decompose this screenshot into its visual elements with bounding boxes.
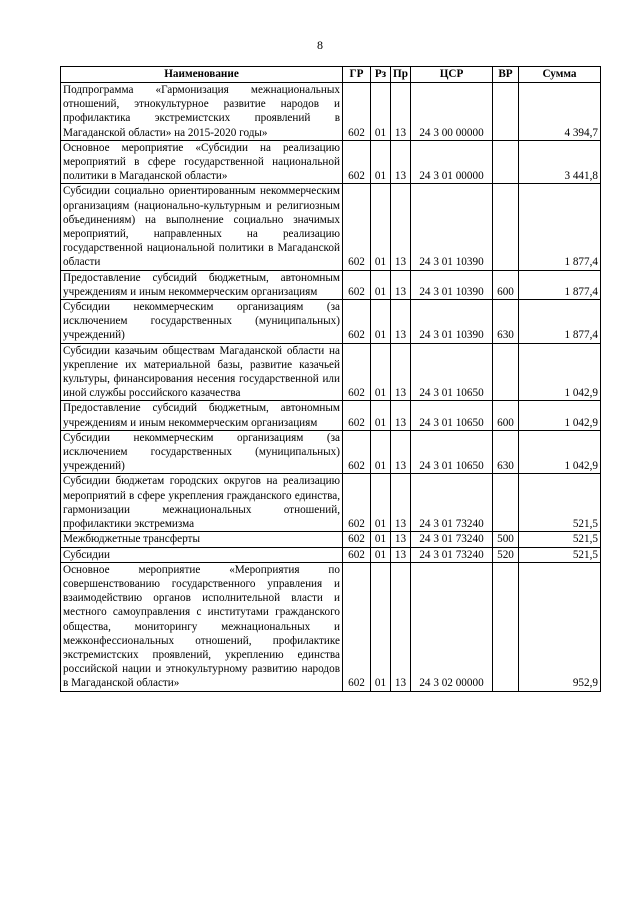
- row-csr: 24 3 02 00000: [411, 562, 493, 691]
- row-gr: 602: [343, 343, 371, 401]
- header-sum: Сумма: [519, 67, 601, 83]
- row-name: Предоставление субсидий бюджетным, автономным учреждениям и иным некоммерческим организациям: [61, 270, 343, 299]
- row-rz: 01: [371, 184, 391, 270]
- row-sum: 952,9: [519, 562, 601, 691]
- row-csr: 24 3 01 73240: [411, 532, 493, 547]
- row-vr: 500: [493, 532, 519, 547]
- row-gr: 602: [343, 430, 371, 474]
- row-rz: 01: [371, 401, 391, 430]
- header-gr: ГР: [343, 67, 371, 83]
- row-sum: 521,5: [519, 547, 601, 562]
- row-vr: 630: [493, 300, 519, 344]
- row-rz: 01: [371, 83, 391, 141]
- table-row: [61, 474, 601, 532]
- row-csr: 24 3 01 10390: [411, 270, 493, 299]
- row-name: Субсидии социально ориентированным некоммерческим организациям (национально-культурным и религиозным объединениям) на выполнение социально значимых мероприятий, направленных на реализацию государственной национальной политики в Магаданской области: [61, 184, 343, 270]
- row-gr: 602: [343, 532, 371, 547]
- row-vr: [493, 184, 519, 270]
- row-rz: 01: [371, 343, 391, 401]
- row-gr: 602: [343, 83, 371, 141]
- table-row: [61, 401, 601, 430]
- row-vr: 600: [493, 401, 519, 430]
- row-sum: 1 877,4: [519, 184, 601, 270]
- row-name: Субсидии некоммерческим организациям (за исключением государственных (муниципальных) учреждений): [61, 430, 343, 474]
- row-sum: 1 877,4: [519, 300, 601, 344]
- row-pr: 13: [391, 547, 411, 562]
- row-vr: [493, 83, 519, 141]
- row-pr: 13: [391, 184, 411, 270]
- header-vr: ВР: [493, 67, 519, 83]
- header-name: Наименование: [61, 67, 343, 83]
- row-csr: 24 3 00 00000: [411, 83, 493, 141]
- row-vr: [493, 474, 519, 532]
- row-gr: 602: [343, 270, 371, 299]
- table-row: [61, 547, 601, 562]
- row-rz: 01: [371, 300, 391, 344]
- row-sum: 521,5: [519, 532, 601, 547]
- header-rz: Рз: [371, 67, 391, 83]
- table-header-row: [61, 67, 601, 83]
- row-sum: 4 394,7: [519, 83, 601, 141]
- row-csr: 24 3 01 00000: [411, 140, 493, 184]
- row-vr: [493, 343, 519, 401]
- row-vr: 600: [493, 270, 519, 299]
- table-row: [61, 83, 601, 141]
- table-row: [61, 343, 601, 401]
- row-rz: 01: [371, 474, 391, 532]
- row-pr: 13: [391, 270, 411, 299]
- header-csr: ЦСР: [411, 67, 493, 83]
- row-csr: 24 3 01 10650: [411, 343, 493, 401]
- row-vr: 630: [493, 430, 519, 474]
- page-number: 8: [317, 38, 323, 52]
- row-pr: 13: [391, 532, 411, 547]
- row-pr: 13: [391, 430, 411, 474]
- table-row: [61, 300, 601, 344]
- table-row: [61, 184, 601, 270]
- row-csr: 24 3 01 10390: [411, 300, 493, 344]
- row-name: Субсидии бюджетам городских округов на реализацию мероприятий в сфере укрепления гражданского единства, гармонизации межнациональных отношений, профилактики экстремизма: [61, 474, 343, 532]
- row-name: Субсидии казачьим обществам Магаданской области на укрепление их материальной базы, развитие казачьей культуры, финансирования несения государственной или иной службы российского казачества: [61, 343, 343, 401]
- row-name: Предоставление субсидий бюджетным, автономным учреждениям и иным некоммерческим организациям: [61, 401, 343, 430]
- row-csr: 24 3 01 10650: [411, 430, 493, 474]
- row-csr: 24 3 01 10650: [411, 401, 493, 430]
- budget-table: [60, 66, 601, 692]
- row-gr: 602: [343, 401, 371, 430]
- row-name: Субсидии: [61, 547, 343, 562]
- row-sum: 1 042,9: [519, 430, 601, 474]
- row-sum: 521,5: [519, 474, 601, 532]
- row-name: Основное мероприятие «Субсидии на реализацию мероприятий в сфере государственной национальной политики в Магаданской области»: [61, 140, 343, 184]
- row-gr: 602: [343, 547, 371, 562]
- row-pr: 13: [391, 401, 411, 430]
- header-pr: Пр: [391, 67, 411, 83]
- row-rz: 01: [371, 430, 391, 474]
- row-csr: 24 3 01 10390: [411, 184, 493, 270]
- row-sum: 1 042,9: [519, 401, 601, 430]
- row-gr: 602: [343, 562, 371, 691]
- row-sum: 1 877,4: [519, 270, 601, 299]
- row-gr: 602: [343, 184, 371, 270]
- row-sum: 3 441,8: [519, 140, 601, 184]
- row-pr: 13: [391, 140, 411, 184]
- row-pr: 13: [391, 562, 411, 691]
- table-row: [61, 430, 601, 474]
- row-rz: 01: [371, 532, 391, 547]
- row-name: Подпрограмма «Гармонизация межнациональных отношений, этнокультурное развитие народов и профилактика экстремистских проявлений в Магаданской области» на 2015-2020 годы»: [61, 83, 343, 141]
- row-name: Субсидии некоммерческим организациям (за исключением государственных (муниципальных) учреждений): [61, 300, 343, 344]
- row-pr: 13: [391, 474, 411, 532]
- row-name: Межбюджетные трансферты: [61, 532, 343, 547]
- row-rz: 01: [371, 547, 391, 562]
- row-gr: 602: [343, 140, 371, 184]
- row-name: Основное мероприятие «Мероприятия по совершенствованию государственного управления и взаимодействию органов исполнительной власти и местного самоуправления с институтами гражданского общества, мониторингу межнациональных и межконфессиональных отношений, профилактике экстремистских проявлений, укреплению единства российской нации и этнокультурному развитию народов в Магаданской области»: [61, 562, 343, 691]
- table-row: [61, 562, 601, 691]
- row-csr: 24 3 01 73240: [411, 474, 493, 532]
- row-gr: 602: [343, 474, 371, 532]
- row-pr: 13: [391, 300, 411, 344]
- table-row: [61, 140, 601, 184]
- row-rz: 01: [371, 562, 391, 691]
- row-csr: 24 3 01 73240: [411, 547, 493, 562]
- row-gr: 602: [343, 300, 371, 344]
- table-row: [61, 270, 601, 299]
- row-sum: 1 042,9: [519, 343, 601, 401]
- table-row: [61, 532, 601, 547]
- row-vr: [493, 140, 519, 184]
- row-rz: 01: [371, 140, 391, 184]
- row-pr: 13: [391, 343, 411, 401]
- row-pr: 13: [391, 83, 411, 141]
- row-vr: [493, 562, 519, 691]
- row-vr: 520: [493, 547, 519, 562]
- row-rz: 01: [371, 270, 391, 299]
